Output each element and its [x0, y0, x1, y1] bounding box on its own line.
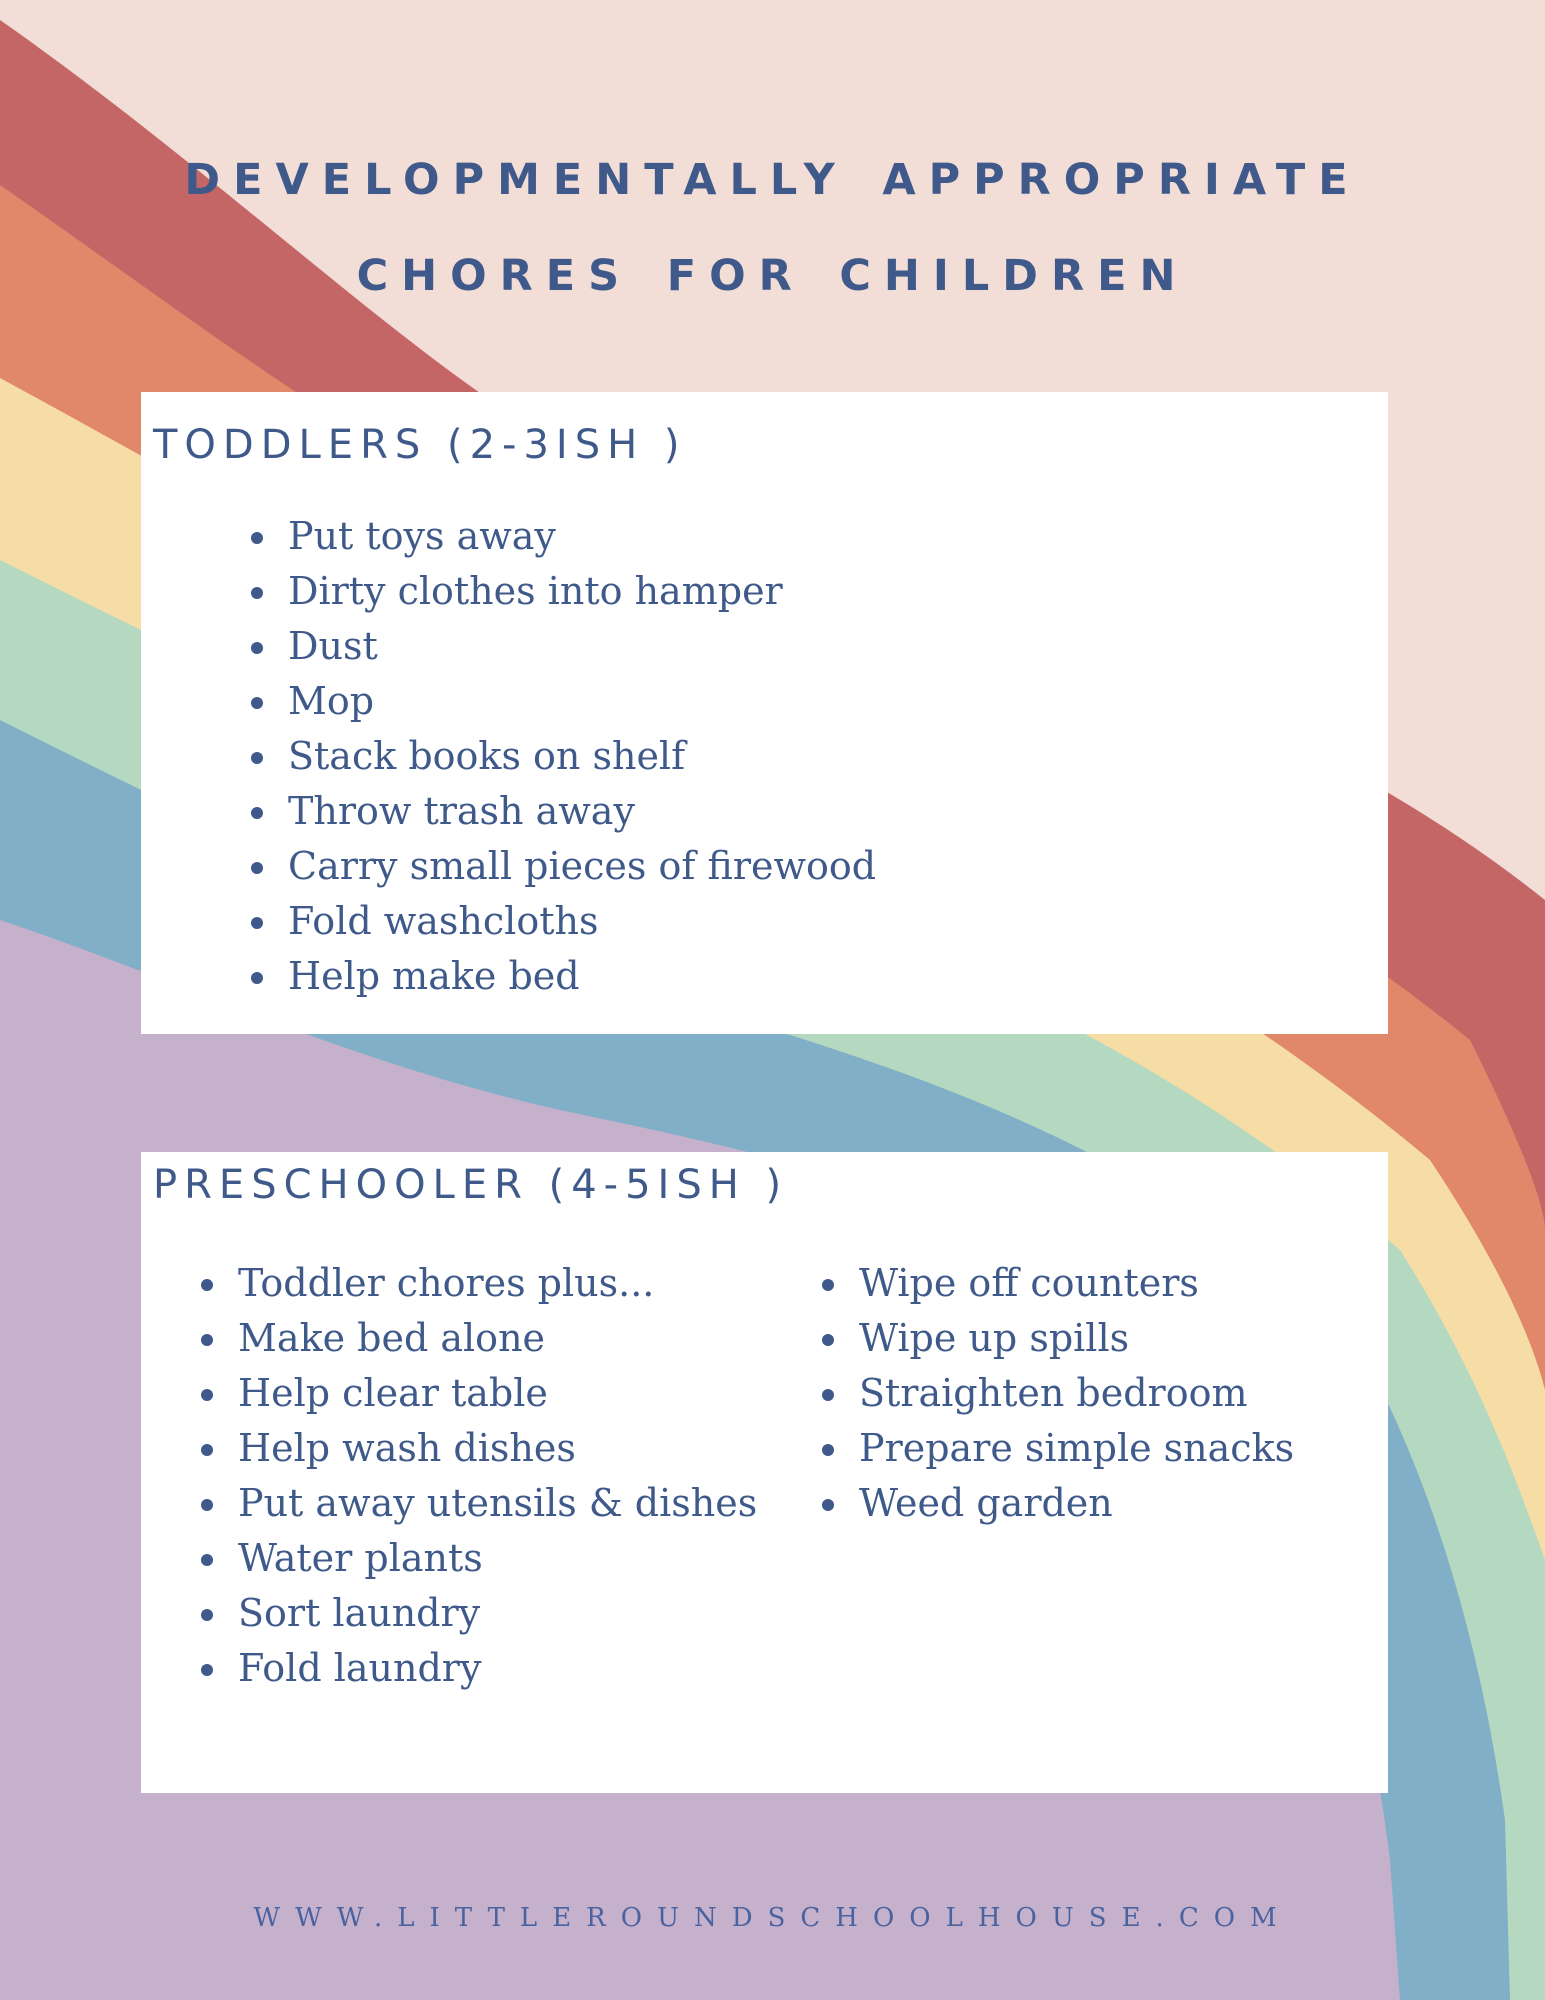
chore-list-item: Make bed alone — [198, 1311, 757, 1366]
chore-list-item: Fold washcloths — [248, 894, 876, 949]
page-title-line-2: chores for children — [356, 232, 1189, 305]
chore-list-item: Dust — [248, 619, 876, 674]
chore-list-item: Water plants — [198, 1531, 757, 1586]
chore-list-item: Wipe up spills — [819, 1311, 1294, 1366]
chore-list-item: Help make bed — [248, 949, 876, 1004]
chore-list-item: Weed garden — [819, 1476, 1294, 1531]
chore-list-item: Carry small pieces of firewood — [248, 839, 876, 894]
chore-list-item: Fold laundry — [198, 1641, 757, 1696]
footer-website: WWW.LITTLEROUNDSCHOOLHOUSE.COM — [253, 1903, 1292, 1933]
toddlers-chore-list — [248, 509, 876, 1004]
chore-list-item: Put toys away — [248, 509, 876, 564]
chore-list-item: Help clear table — [198, 1366, 757, 1421]
preschooler-heading: PRESCHOOLER (4-5ISH ) — [153, 1162, 789, 1208]
chore-list-item: Throw trash away — [248, 784, 876, 839]
chore-list-item: Stack books on shelf — [248, 729, 876, 784]
toddlers-card — [141, 392, 1388, 1034]
chore-list-item: Mop — [248, 674, 876, 729]
chore-list-item: Wipe off counters — [819, 1256, 1294, 1311]
chore-list-item: Straighten bedroom — [819, 1366, 1294, 1421]
toddlers-heading: TODDLERS (2-3ISH ) — [153, 422, 687, 468]
page-title-line-1: developmentally appropriate — [184, 136, 1361, 209]
page-title — [0, 125, 1545, 317]
preschooler-chore-list-column-1 — [198, 1256, 757, 1696]
chore-list-item: Help wash dishes — [198, 1421, 757, 1476]
chore-list-item: Dirty clothes into hamper — [248, 564, 876, 619]
chore-list-item: Sort laundry — [198, 1586, 757, 1641]
preschooler-chore-list-column-2 — [819, 1256, 1294, 1531]
chore-list-item: Put away utensils & dishes — [198, 1476, 757, 1531]
chore-list-item: Prepare simple snacks — [819, 1421, 1294, 1476]
preschooler-card — [141, 1152, 1388, 1793]
chore-list-item: Toddler chores plus... — [198, 1256, 757, 1311]
